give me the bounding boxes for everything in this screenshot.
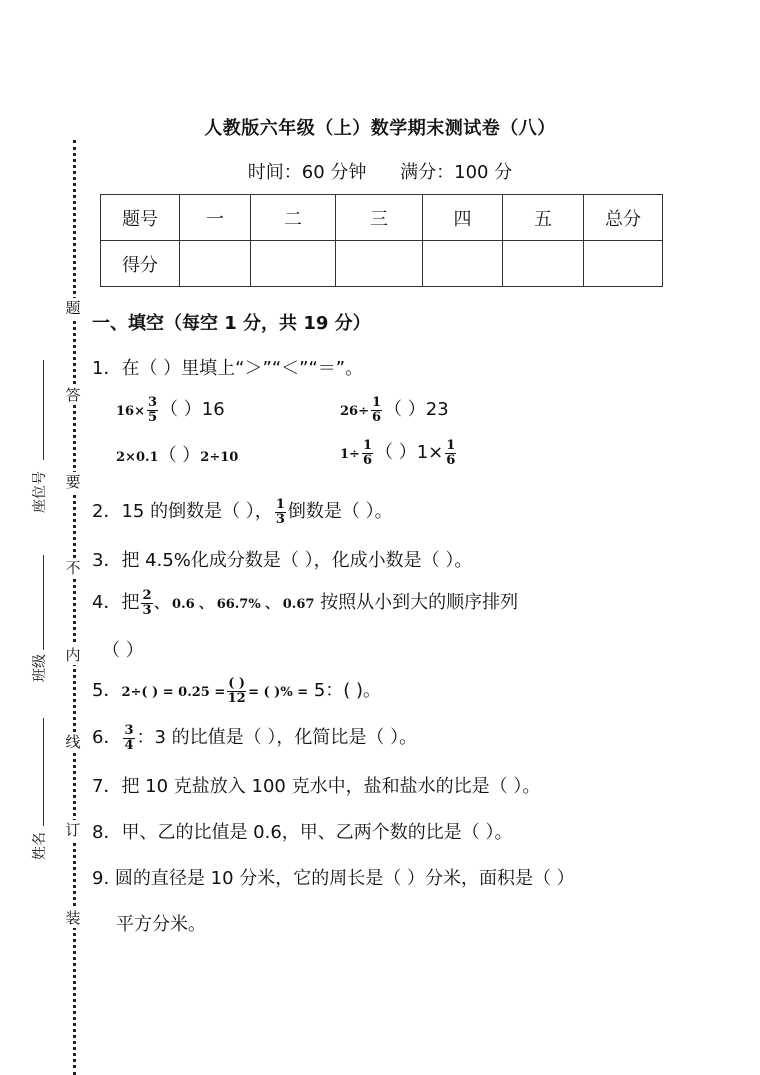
score-cell[interactable] xyxy=(503,241,584,287)
table-cell: 总分 xyxy=(584,195,663,241)
margin-char: 不 xyxy=(63,558,83,578)
score-cell[interactable] xyxy=(336,241,423,287)
name-label: 姓名 xyxy=(32,832,48,860)
q1-item-d xyxy=(340,438,458,468)
question-8: 8．甲、乙的比值是 0.6，甲、乙两个数的比是（ ）。 xyxy=(92,822,513,843)
margin-char: 线 xyxy=(63,732,83,752)
page-title: 人教版六年级（上）数学期末测试卷（八） xyxy=(204,118,556,139)
math-text: 2÷10 xyxy=(200,450,239,465)
margin-char: 要 xyxy=(63,472,83,492)
fraction: $\frac{1}{6}$ xyxy=(371,394,382,425)
score-cell[interactable] xyxy=(180,241,251,287)
question-4: 4．把 $\frac{2}{3}$ 、 0.6 、 66.7% 、 0.67 按照从小到大的顺序排列 xyxy=(92,587,519,618)
fraction: $\frac{1}{3}$ xyxy=(275,496,285,527)
answer-blank[interactable]: （ ）23 xyxy=(384,399,449,420)
binding-dotted-line xyxy=(73,140,76,1075)
math-text: 2×0.1 xyxy=(116,450,159,465)
full-score: 满分：100 分 xyxy=(400,162,513,183)
time-limit: 时间：60 分钟 xyxy=(247,162,367,183)
question-2: 2．15 的倒数是（ ）， $\frac{1}{3}$ 倒数是（ ）。 xyxy=(92,496,393,527)
name-line[interactable] xyxy=(43,718,44,826)
section-heading: 一、填空（每空 1 分，共 19 分） xyxy=(92,313,371,334)
seat-number-line[interactable] xyxy=(43,360,44,460)
score-cell[interactable] xyxy=(584,241,663,287)
table-cell: 得分 xyxy=(101,241,180,287)
score-cell[interactable] xyxy=(423,241,503,287)
q1-item-b xyxy=(340,395,449,425)
table-row xyxy=(101,241,663,287)
margin-char: 题 xyxy=(63,298,83,318)
math-text: 16× xyxy=(116,404,145,419)
question-9: 9. 圆的直径是 10 分米，它的周长是（ ）分米，面积是（ ） xyxy=(92,868,575,889)
fraction: $\frac{3}{5}$ xyxy=(147,394,158,425)
seat-number-label: 座位号 xyxy=(32,471,48,513)
question-1: 1．在（ ）里填上“＞”“＜”“＝”。 xyxy=(92,358,364,379)
question-5: 5．2÷( ) = 0.25 = $\frac{( )}{12}$ = ( )% = 5：( )。 xyxy=(92,675,382,706)
table-cell: 四 xyxy=(423,195,503,241)
question-3: 3．把 4.5%化成分数是（ ），化成小数是（ ）。 xyxy=(92,550,473,571)
question-9-cont: 平方分米。 xyxy=(116,914,206,935)
margin-char: 内 xyxy=(63,645,83,665)
question-7: 7．把 10 克盐放入 100 克水中，盐和盐水的比是（ ）。 xyxy=(92,776,541,797)
q1-item-a xyxy=(116,395,225,425)
exam-info xyxy=(0,158,760,184)
answer-blank[interactable]: （ ）16 xyxy=(160,399,225,420)
table-cell: 一 xyxy=(180,195,251,241)
margin-char: 订 xyxy=(63,820,83,840)
fraction: $\frac{( )}{12}$ xyxy=(227,675,246,706)
table-row xyxy=(101,195,663,241)
fraction: $\frac{3}{4}$ xyxy=(124,722,134,753)
answer-blank[interactable]: （ ）1× xyxy=(375,442,444,463)
math-text: 26÷ xyxy=(340,404,369,419)
fraction: $\frac{1}{6}$ xyxy=(446,437,456,468)
score-table xyxy=(100,194,663,287)
math-text: 1÷ xyxy=(340,447,360,462)
class-line[interactable] xyxy=(43,555,44,650)
margin-char: 装 xyxy=(63,908,83,928)
answer-blank[interactable]: （ ） xyxy=(158,445,201,466)
q1-item-c xyxy=(116,441,238,467)
table-cell: 五 xyxy=(503,195,584,241)
fraction: $\frac{1}{6}$ xyxy=(362,437,372,468)
table-cell: 题号 xyxy=(101,195,180,241)
table-cell: 三 xyxy=(336,195,423,241)
class-label: 班级 xyxy=(32,654,48,682)
margin-char: 答 xyxy=(63,385,83,405)
fraction: $\frac{2}{3}$ xyxy=(142,587,152,618)
table-cell: 二 xyxy=(251,195,336,241)
score-cell[interactable] xyxy=(251,241,336,287)
q4-answer-blank[interactable]: （ ） xyxy=(102,640,144,661)
question-6: 6． $\frac{3}{4}$ ：3 的比值是（ ），化简比是（ ）。 xyxy=(92,722,418,753)
